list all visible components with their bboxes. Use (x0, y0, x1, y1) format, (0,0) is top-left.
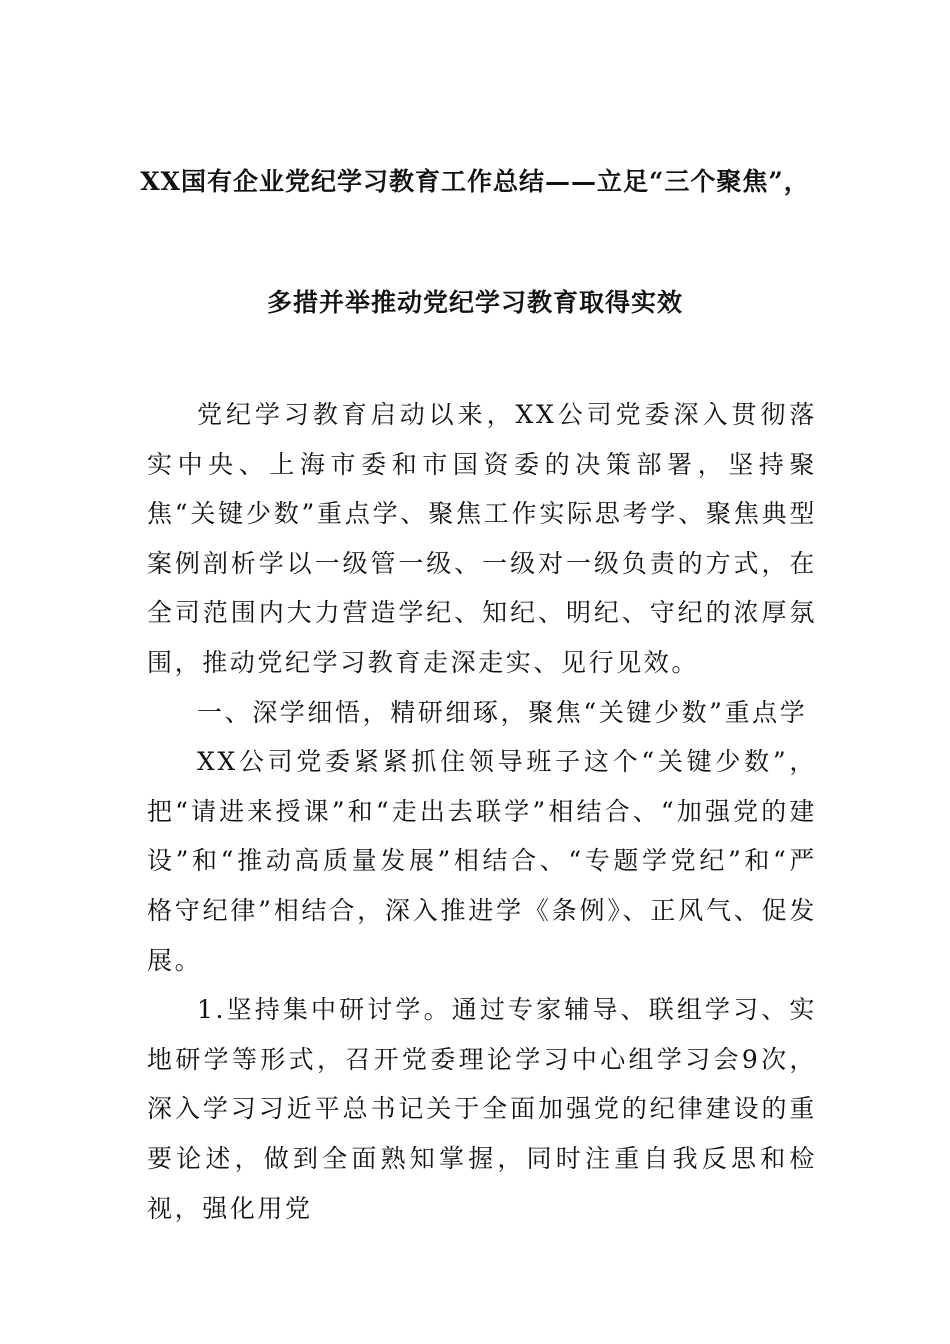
document-title-line-2: 多措并举推动党纪学习教育取得实效 (266, 288, 683, 317)
document-body (147, 390, 817, 1233)
section-heading-1: 一、深学细悟，精研细琢，聚焦“关键少数”重点学 (197, 697, 808, 727)
paragraph-item-1: 1.坚持集中研讨学。通过专家辅导、联组学习、实地研学等形式，召开党委理论学习中心组学习会9次，深入学习习近平总书记关于全面加强党的纪律建设的重要论述，做到全面熟知掌握，同时注重自我反思和检视，强化用党 (147, 995, 817, 1223)
paragraph-intro: 党纪学习教育启动以来，XX公司党委深入贯彻落实中央、上海市委和市国资委的决策部署，坚持聚焦“关键少数”重点学、聚焦工作实际思考学、聚焦典型案例剖析学以一级管一级、一级对一级负责的方式，在全司范围内大力营造学纪、知纪、明纪、守纪的浓厚氛围，推动党纪学习教育走深走实、见行见效。 (147, 400, 817, 677)
paragraph-section-1: XX公司党委紧紧抓住领导班子这个“关键少数”，把“请进来授课”和“走出去联学”相结合、“加强党的建设”和“推动高质量发展”相结合、“专题学党纪”和“严格守纪律”相结合，深入推进学《条例》、正风气、促发展。 (147, 747, 817, 975)
document-title-line-1: XX国有企业党纪学习教育工作总结——立足“三个聚焦”， (140, 167, 810, 196)
